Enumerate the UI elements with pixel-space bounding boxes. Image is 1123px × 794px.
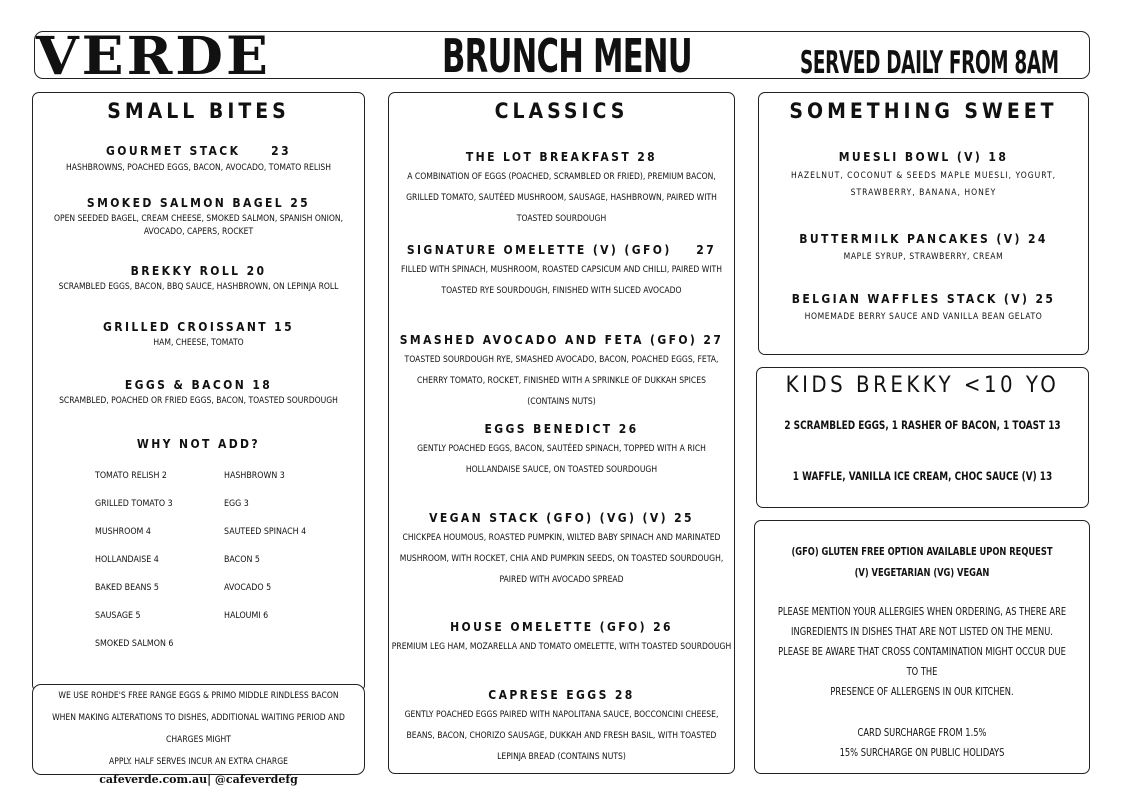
menu-item [33,196,364,239]
item-name: BUTTERMILK PANCAKES (V) 24 [799,232,1048,246]
item-name: THE LOT BREAKFAST 28 [465,150,658,164]
menu-item [389,620,734,658]
item-name: VEGAN STACK (GFO) (VG) (V) 25 [429,511,694,525]
item-description: HASHBROWNS, POACHED EGGS, BACON, AVOCADO, TOMATO RELISH [66,163,331,173]
item-name: EGGS & BACON 18 [124,378,273,392]
item-name: BREKKY ROLL 20 [130,264,267,278]
notes-line: WHEN MAKING ALTERATIONS TO DISHES, ADDITIONAL WAITING PERIOD AND CHARGES MIGHT [52,713,345,745]
addons-title: WHY NOT ADD? [136,437,261,451]
classics-title: CLASSICS [494,99,629,123]
allergy-line: INGREDIENTS IN DISHES THAT ARE NOT LISTED ON THE MENU. [791,626,1053,638]
menu-item [389,688,734,768]
notes-panel [32,684,365,786]
item-name: SIGNATURE OMELETTE (V) (GFO) 27 [406,243,717,257]
item-description: FILLED WITH SPINACH, MUSHROOM, ROASTED CAPSICUM AND CHILLI, PAIRED WITH TOASTED RYE SOURDOUGH, FINISHED WITH SLICED AVOCADO [401,265,722,296]
menu-item [389,511,734,591]
item-description: MAPLE SYRUP, STRAWBERRY, CREAM [843,252,1004,262]
item-name: SMOKED SALMON BAGEL 25 [86,196,311,210]
menu-item [389,422,734,481]
item-name: BELGIAN WAFFLES STACK (V) 25 [791,292,1056,306]
menu-item [759,232,1088,264]
item-name: GOURMET STACK 23 [105,144,291,158]
item-name: GRILLED CROISSANT 15 [102,320,294,334]
item-description: TOASTED SOURDOUGH RYE, SMASHED AVOCADO, BACON, POACHED EGGS, FETA, CHERRY TOMATO, ROCKET, FINISHED WITH A SPRINKLE OF DUKKAH SPICES (CONTAINS NUTS) [404,355,719,407]
addon-item: HASHBROWN 3 [224,471,285,481]
gfo-note [775,542,1069,584]
allergy-line: PRESENCE OF ALLERGENS IN OUR KITCHEN. [830,686,1014,698]
small-bites-title: SMALL BITES [107,99,290,123]
addon-item: HALOUMI 6 [224,611,269,621]
item-description: HOMEMADE BERRY SAUCE AND VANILLA BEAN GELATO [804,312,1043,322]
item-name: CAPRESE EGGS 28 [488,688,635,702]
info-panel [754,520,1090,774]
menu-item [33,378,364,408]
kids-item: 1 WAFFLE, VANILLA ICE CREAM, CHOC SAUCE (V) 13 [792,469,1053,483]
menu-item [33,144,364,175]
surcharge-line: 15% SURCHARGE ON PUBLIC HOLIDAYS [839,747,1005,759]
allergy-note [775,602,1069,702]
addon-item: SMOKED SALMON 6 [95,639,174,649]
menu-item [759,292,1088,324]
menu-title: BRUNCH MENU [442,29,692,83]
item-description: HAM, CHEESE, TOMATO [153,338,244,348]
kids-item: 2 SCRAMBLED EGGS, 1 RASHER OF BACON, 1 TOAST 13 [784,418,1061,432]
logo: VERDE [36,24,271,87]
notes-line: WE USE ROHDE'S FREE RANGE EGGS & PRIMO MIDDLE RINDLESS BACON [58,691,339,701]
menu-item [389,243,734,302]
website-social[interactable]: cafeverde.com.au| @cafeverdefg [99,773,298,786]
small-bites-panel [32,92,365,692]
item-name: MUESLI BOWL (V) 18 [838,150,1009,164]
menu-item [759,150,1088,202]
item-description: GENTLY POACHED EGGS PAIRED WITH NAPOLITANA SAUCE, BOCCONCINI CHEESE, BEANS, BACON, CHORIZO SAUSAGE, DUKKAH AND FRESH BASIL, WITH TOASTED LEPINJA BREAD (CONTAINS NUTS) [404,710,719,762]
item-description: PREMIUM LEG HAM, MOZARELLA AND TOMATO OMELETTE, WITH TOASTED SOURDOUGH [391,642,732,652]
served-times: SERVED DAILY FROM 8AM [800,45,1059,81]
allergy-line: PLEASE MENTION YOUR ALLERGIES WHEN ORDERING, AS THERE ARE [777,606,1067,618]
classics-panel [388,92,735,774]
menu-item [389,333,734,413]
item-description: A COMBINATION OF EGGS (POACHED, SCRAMBLED OR FRIED), PREMIUM BACON, GRILLED TOMATO, SAUTÉED MUSHROOM, SAUSAGE, HASHBROWN, PAIRED WITH TOASTED SOURDOUGH [406,172,717,224]
sweet-panel [758,92,1089,355]
addon-item: EGG 3 [224,499,249,509]
surcharge-line: CARD SURCHARGE FROM 1.5% [857,727,987,739]
item-description: OPEN SEEDED BAGEL, CREAM CHEESE, SMOKED SALMON, SPANISH ONION, AVOCADO, CAPERS, ROCKET [53,214,344,237]
addon-item: HOLLANDAISE 4 [95,555,159,565]
menu-item [33,264,364,294]
item-name: EGGS BENEDICT 26 [484,422,639,436]
item-description: SCRAMBLED EGGS, BACON, BBQ SAUCE, HASHBROWN, ON LEPINJA ROLL [58,282,339,292]
addon-item: SAUSAGE 5 [95,611,141,621]
item-description: SCRAMBLED, POACHED OR FRIED EGGS, BACON, TOASTED SOURDOUGH [59,396,338,406]
item-name: SMASHED AVOCADO AND FETA (GFO) 27 [399,333,724,347]
surcharge-note [775,723,1069,763]
addon-item: BAKED BEANS 5 [95,583,159,593]
gfo-line: (GFO) GLUTEN FREE OPTION AVAILABLE UPON REQUEST [791,546,1053,558]
menu-item [389,150,734,230]
kids-title: KIDS BREKKY <10 YO [785,373,1060,398]
allergy-line: PLEASE BE AWARE THAT CROSS CONTAMINATION MIGHT OCCUR DUE TO THE [778,646,1066,678]
addon-item: BACON 5 [224,555,260,565]
addon-item: TOMATO RELISH 2 [95,471,167,481]
notes-line: APPLY. HALF SERVES INCUR AN EXTRA CHARGE [109,757,288,767]
addon-item: MUSHROOM 4 [95,527,151,537]
kids-panel [756,367,1089,508]
item-description: HAZELNUT, COCONUT & SEEDS MAPLE MUESLI, YOGURT, STRAWBERRY, BANANA, HONEY [790,171,1057,198]
veg-line: (V) VEGETARIAN (VG) VEGAN [854,567,990,579]
item-description: CHICKPEA HOUMOUS, ROASTED PUMPKIN, WILTED BABY SPINACH AND MARINATED MUSHROOM, WITH ROCKET, CHIA AND PUMPKIN SEEDS, ON TOASTED SOURDOUGH, PAIRED WITH AVOCADO SPREAD [399,533,724,585]
addon-item: GRILLED TOMATO 3 [95,499,173,509]
item-description: GENTLY POACHED EGGS, BACON, SAUTÉED SPINACH, TOPPED WITH A RICH HOLLANDAISE SAUCE, ON TOASTED SOURDOUGH [417,444,706,475]
sweet-title: SOMETHING SWEET [789,99,1058,123]
addon-item: AVOCADO 5 [224,583,272,593]
menu-item [33,320,364,350]
addon-item: SAUTEED SPINACH 4 [224,527,307,537]
item-name: HOUSE OMELETTE (GFO) 26 [450,620,673,634]
